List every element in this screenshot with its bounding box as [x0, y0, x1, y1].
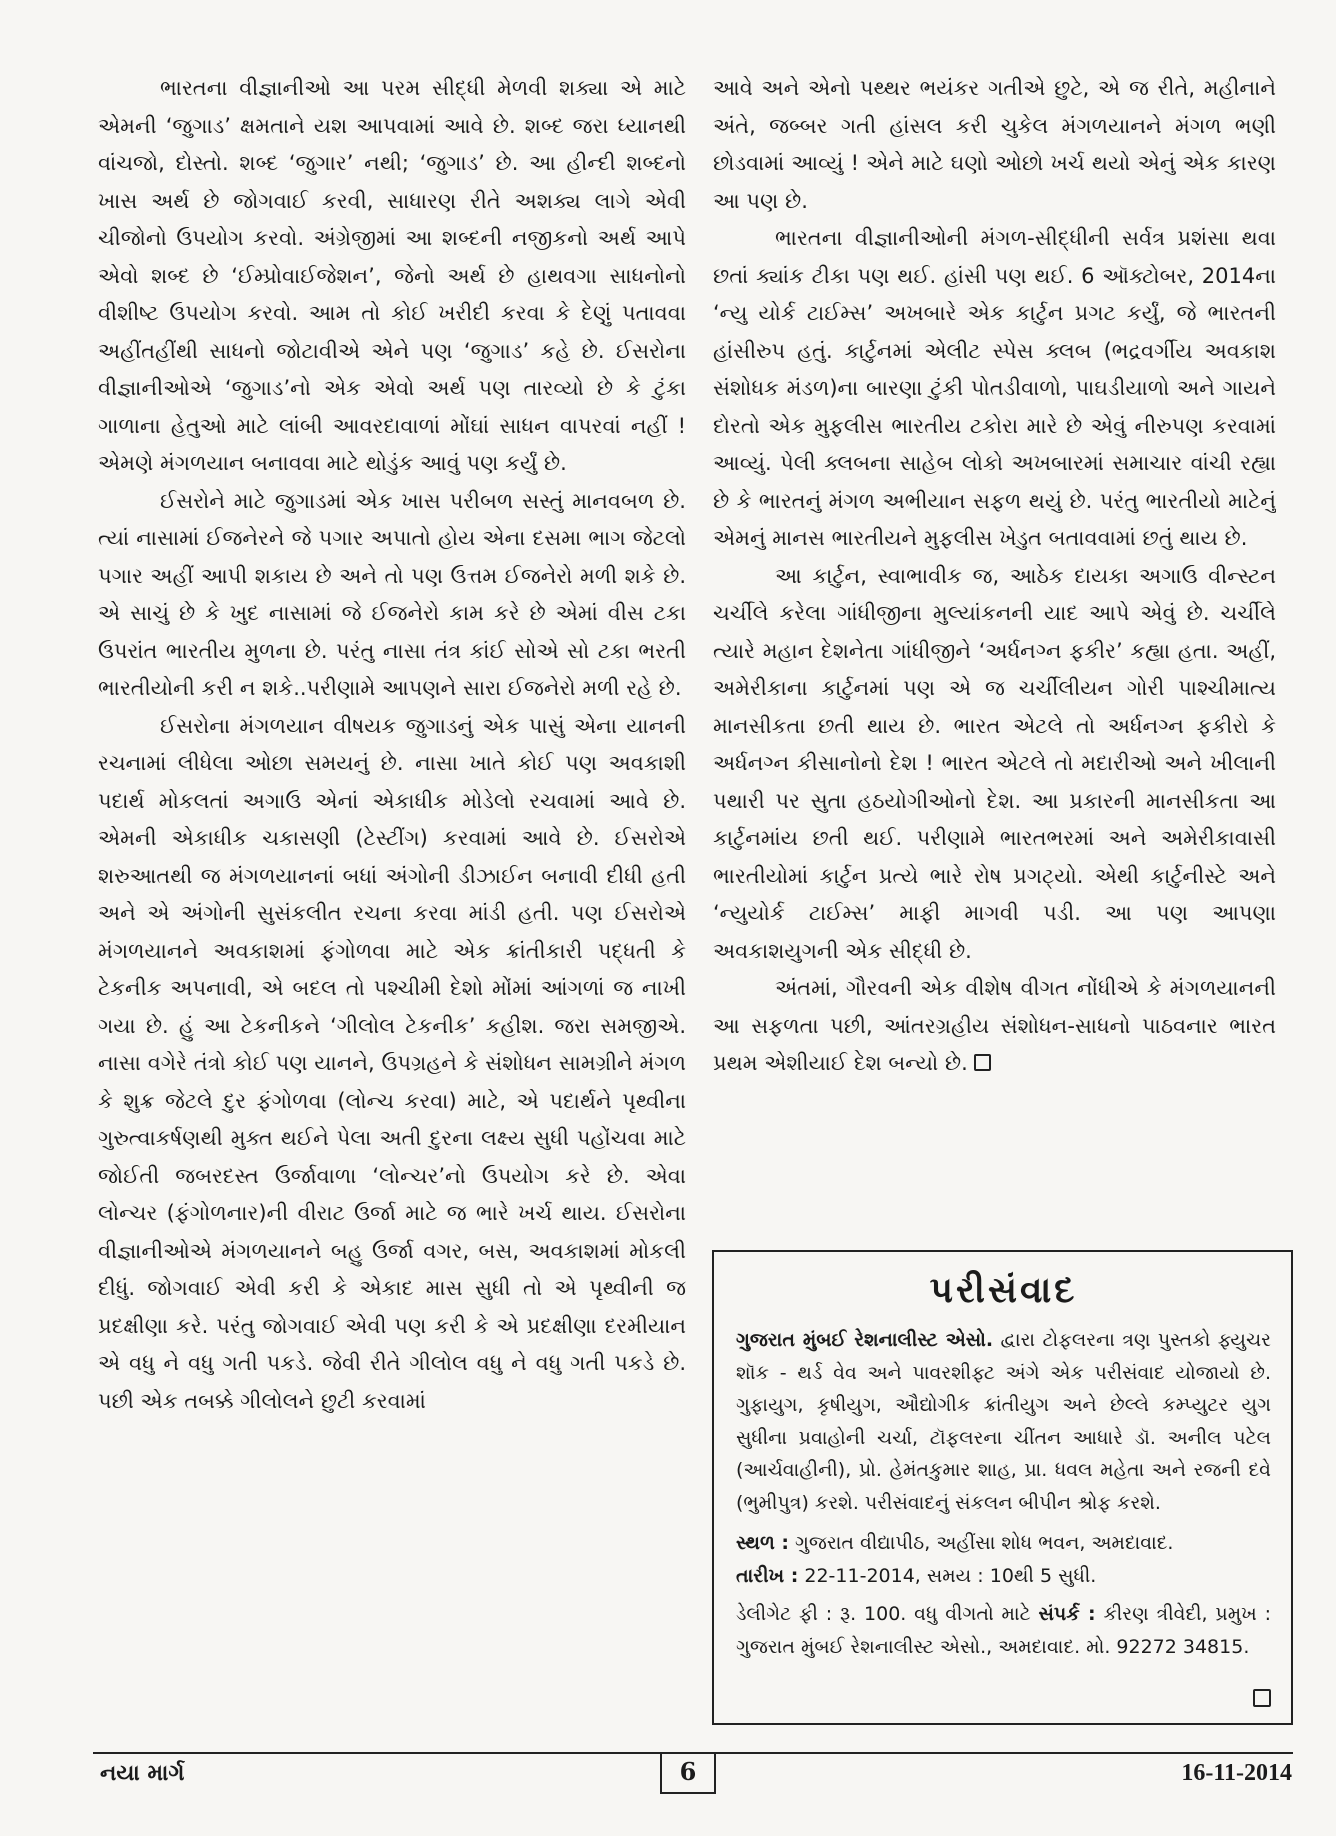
article-paragraph: આવે અને એનો પથ્થર ભયંકર ગતીએ છુટે, એ જ રીતે, મહીનાને અંતે, જબ્બર ગતી હાંસલ કરી ચુકેલ મંગળયાનને મંગળ ભણી છોડવામાં આવ્યું ! એને માટે ઘણો ઓછો ખર્ચ થયો એનું એક કારણ આ પણ છે. [713, 76, 1276, 213]
article-paragraph: ભારતના વીજ્ઞાનીઓની મંગળ-સીદ્ધીની સર્વત્ર પ્રશંસા થવા છતાં ક્યાંક ટીકા પણ થઈ. હાંસી પણ થઈ. 6 ઑક્ટોબર, 2014ના ‘ન્યુ યોર્ક ટાઈમ્સ’ અખબારે એક કાર્ટુન પ્રગટ કર્યું, જે ભારતની હાંસીરુપ હતું. કાર્ટુનમાં એલીટ સ્પેસ ક્લબ (ભદ્રવર્ગીય અવકાશ સંશોધક મંડળ)ના બારણા ટુંકી પોતડીવાળો, પાઘડીયાળો અને ગાયને દોરતો એક મુફલીસ ભારતીય ટકોરા મારે છે એવું નીરુપણ કરવામાં આવ્યું. પેલી ક્લબના સાહેબ લોકો અખબારમાં સમાચાર વાંચી રહ્યા છે કે ભારતનું મંગળ અભીયાન સફળ થયું છે. પરંતુ ભારતીયો માટેનું એમનું માનસ ભારતીયને મુફલીસ ખેડુત બતાવવામાં છતું થાય છે. [713, 226, 1276, 550]
article-paragraph-final [713, 970, 1276, 1083]
issue-date: 16-11-2014 [1181, 1760, 1292, 1786]
venue-value: ગુજરાત વીદ્યાપીઠ, અહીંસા શોધ ભવન, અમદાવાદ. [789, 1532, 1174, 1554]
date-label: તારીખ : [736, 1564, 799, 1587]
contact-label: સંપર્ક : [1038, 1603, 1096, 1625]
end-mark-icon [1253, 1689, 1271, 1707]
fee-text: ડેલીગેટ ફી : રૂ. 100. વધુ વીગતો માટે [736, 1603, 1039, 1625]
publication-name: નયા માર્ગ [100, 1760, 185, 1786]
date-value: 22-11-2014, સમય : 10થી 5 સુધી. [798, 1564, 1097, 1587]
venue-label: સ્થળ : [736, 1532, 790, 1554]
notice-date-line [736, 1560, 1271, 1593]
page-number: 6 [660, 1752, 716, 1794]
end-mark-icon [974, 1054, 991, 1071]
contact-value: કીરણ ત્રીવેદી, પ્રમુખ : ગુજરાત મુંબઈ રેશનાલીસ્ટ એસો., અમદાવાદ. મો. 92272 34815. [736, 1603, 1271, 1658]
notice-fee-contact [736, 1598, 1271, 1663]
article-paragraph: આ કાર્ટુન, સ્વાભાવીક જ, આઠેક દાયકા અગાઉ વીન્સ્ટન ચર્ચીલે કરેલા ગાંધીજીના મુલ્યાંકનની યાદ આપે એવું છે. ચર્ચીલે ત્યારે મહાન દેશનેતા ગાંધીજીને ‘અર્ધનગ્ન ફકીર’ કહ્યા હતા. અહીં, અમેરીકાના કાર્ટુનમાં પણ એ જ ચર્ચીલીયન ગોરી પાશ્ચીમાત્ય માનસીકતા છતી થાય છે. ભારત એટલે તો અર્ધનગ્ન ફકીરો કે અર્ધનગ્ન કીસાનોનો દેશ ! ભારત એટલે તો મદારીઓ અને ખીલાની પથારી પર સુતા હઠયોગીઓનો દેશ. આ પ્રકારની માનસીકતા આ કાર્ટુનમાંય છતી થઈ. પરીણામે ભારતભરમાં અને અમેરીકાવાસી ભારતીયોમાં કાર્ટુન પ્રત્યે ભારે રોષ પ્રગટ્યો. એથી કાર્ટુનીસ્ટે અને ‘ન્યુયોર્ક ટાઈમ્સ’ માફી માગવી પડી. આ પણ આપણા અવકાશયુગની એક સીદ્ધી છે. [713, 563, 1276, 963]
notice-body: દ્વારા ટોફલરના ત્રણ પુસ્તકો ફ્યુચર શૉક - થર્ડ વેવ અને પાવરશીફ્ટ અંગે એક પરીસંવાદ યોજાયો છે. ગુફાયુગ, કૃષીયુગ, ઔદ્યોગીક ક્રાંતીયુગ અને છેલ્લે કમ્પ્યુટર યુગ સુધીના પ્રવાહોની ચર્ચા, ટૉફલરના ચીંતન આધારે ડૉ. અનીલ પટેલ (આર્ચવાહીની), પ્રો. હેમંતકુમાર શાહ, પ્રા. ધવલ મહેતા અને રજની દવે (ભુમીપુત્ર) કરશે. પરીસંવાદનું સંકલન બીપીન શ્રોફ કરશે. [736, 1329, 1271, 1514]
article-column-left [98, 70, 686, 1733]
seminar-notice-box [712, 1250, 1293, 1725]
article-paragraph: ઈસરોને માટે જુગાડમાં એક ખાસ પરીબળ સસ્તું માનવબળ છે. ત્યાં નાસામાં ઈજનેરને જે પગાર અપાતો હોય એના દસમા ભાગ જેટલો પગાર અહીં આપી શકાય છે અને તો પણ ઉત્તમ ઈજનેરો મળી શકે છે. એ સાચું છે કે ખુદ નાસામાં જે ઈજનેરો કામ કરે છે એમાં વીસ ટકા ઉપરાંત ભારતીય મુળના છે. પરંતુ નાસા તંત્ર કાંઈ સોએ સો ટકા ભરતી ભારતીયોની કરી ન શકે..પરીણામે આપણને સારા ઈજનેરો મળી રહે છે. [98, 488, 686, 700]
article-paragraph: ઈસરોના મંગળયાન વીષયક જુગાડનું એક પાસું એના યાનની રચનામાં લીધેલા ઓછા સમયનું છે. નાસા ખાતે કોઈ પણ અવકાશી પદાર્થ મોકલતાં અગાઉ એનાં એકાધીક મોડેલો રચવામાં આવે છે. એમની એકાધીક ચકાસણી (ટેસ્ટીંગ) કરવામાં આવે છે. ઈસરોએ શરુઆતથી જ મંગળયાનનાં બધાં અંગોની ડીઝાઈન બનાવી દીધી હતી અને એ અંગોની સુસંકલીત રચના કરવા માંડી હતી. પણ ઈસરોએ મંગળયાનને અવકાશમાં ફંગોળવા માટે એક ક્રાંતીકારી પદ્ધતી કે ટેકનીક અપનાવી, એ બદલ તો પશ્ચીમી દેશો મોંમાં આંગળાં જ નાખી ગયા છે. હું આ ટેકનીકને ‘ગીલોલ ટેકનીક’ કહીશ. જરા સમજીએ. નાસા વગેરે તંત્રો કોઈ પણ યાનને, ઉપગ્રહને કે સંશોધન સામગ્રીને મંગળ કે શુક્ર જેટલે દુર ફંગોળવા (લોન્ચ કરવા) માટે, એ પદાર્થને પૃથ્વીના ગુરુત્વાકર્ષણથી મુક્ત થઈને પેલા અતી દુરના લક્ષ્ય સુધી પહોંચવા માટે જોઈતી જબરદસ્ત ઉર્જાવાળા ‘લોન્ચર’નો ઉપયોગ કરે છે. એવા લોન્ચર (ફંગોળનાર)ની વીરાટ ઉર્જા માટે જ ભારે ખર્ચ થાય. ઈસરોના વીજ્ઞાનીઓએ મંગળયાનને બહુ ઉર્જા વગર, બસ, અવકાશમાં મોકલી દીધું. જોગવાઈ એવી કરી કે એકાદ માસ સુધી તો એ પૃથ્વીની જ પ્રદક્ષીણા કરે. પરંતુ જોગવાઈ એવી પણ કરી કે એ પ્રદક્ષીણા દરમીયાન એ વધુ ને વધુ ગતી પકડે. જેવી રીતે ગીલોલ વધુ ને વધુ ગતી પકડે છે. પછી એક તબક્કે ગીલોલને છુટી કરવામાં [98, 713, 686, 1413]
notice-title: પરીસંવાદ [929, 1269, 1078, 1311]
notice-organizer: ગુજરાત મુંબઈ રેશનાલીસ્ટ એસો. [736, 1329, 994, 1351]
notice-venue-line [736, 1527, 1271, 1560]
notice-description [736, 1324, 1271, 1519]
article-paragraph: ભારતના વીજ્ઞાનીઓ આ પરમ સીદ્ધી મેળવી શક્યા એ માટે એમની ‘જુગાડ’ ક્ષમતાને યશ આપવામાં આવે છે. શબ્દ જરા ધ્યાનથી વાંચજો, દોસ્તો. શબ્દ ‘જુગાર’ નથી; ‘જુગાડ’ છે. આ હીન્દી શબ્દનો ખાસ અર્થ છે જોગવાઈ કરવી, સાધારણ રીતે અશક્ય લાગે એવી ચીજોનો ઉપયોગ કરવો. અંગ્રેજીમાં આ શબ્દની નજીકનો અર્થ આપે એવો શબ્દ છે ‘ઈમ્પ્રોવાઈજેશન’, જેનો અર્થ છે હાથવગા સાધનોનો વીશીષ્ટ ઉપયોગ કરવો. આમ તો કોઈ ખરીદી કરવા કે દેણું પતાવવા અહીંતહીંથી સાધનો જોટાવીએ એને પણ ‘જુગાડ’ કહે છે. ઈસરોના વીજ્ઞાનીઓએ ‘જુગાડ’નો એક એવો અર્થ પણ તારવ્યો છે કે ટુંકા ગાળાના હેતુઓ માટે લાંબી આવરદાવાળાં મોંઘાં સાધન વાપરવાં નહીં ! એમણે મંગળયાન બનાવવા માટે થોડુંક આવું પણ કર્યું છે. [98, 76, 686, 475]
article-closing-text: અંતમાં, ગૌરવની એક વીશેષ વીગત નોંધીએ કે મંગળયાનની આ સફળતા પછી, આંતરગ્રહીય સંશોધન-સાધનો પાઠવનાર ભારત પ્રથમ એશીયાઈ દેશ બન્યો છે. [713, 976, 1276, 1075]
article-column-right [713, 70, 1276, 1240]
